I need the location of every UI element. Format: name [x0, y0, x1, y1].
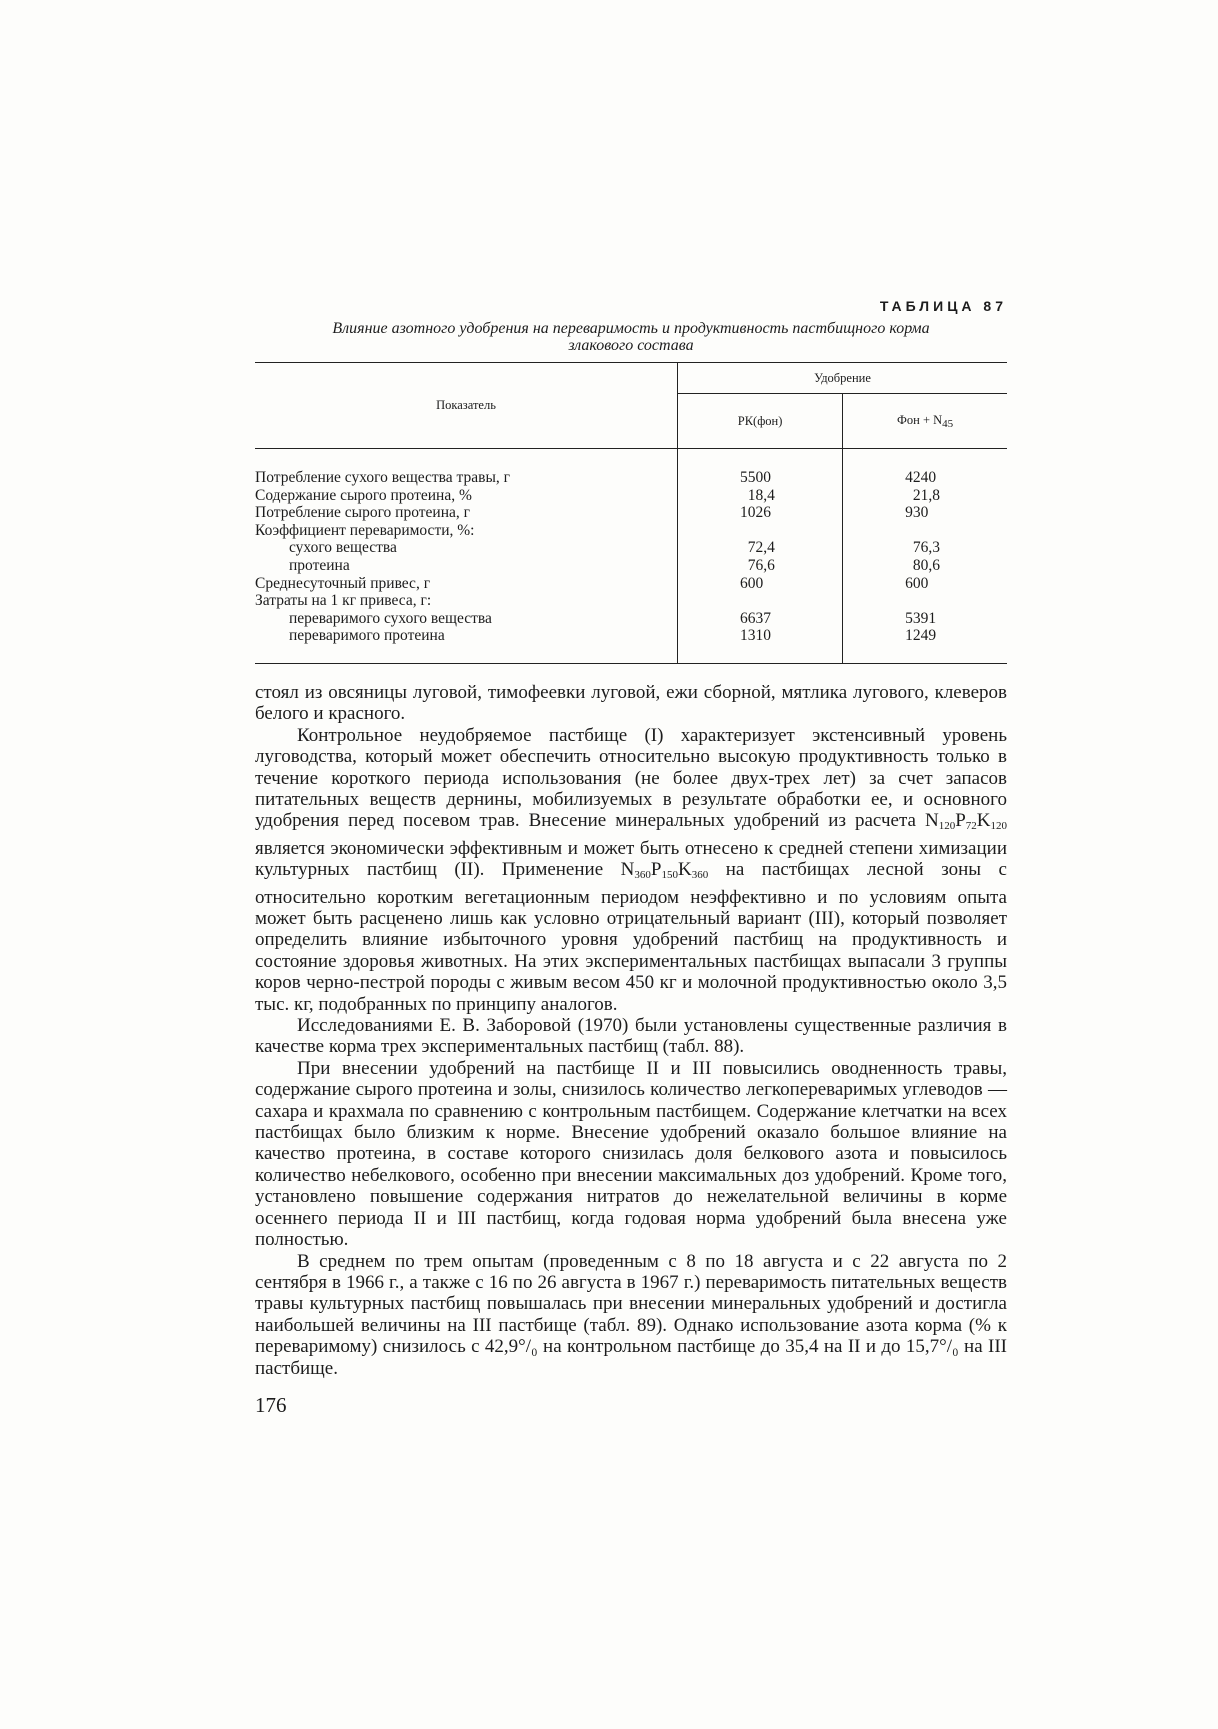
header-col2-main: Фон + N	[897, 412, 943, 427]
value-background-plus-n: 600	[905, 574, 929, 592]
paragraph-2: Контрольное неудобряемое пастбище (I) характеризует экстенсивный уровень луговодства, который может обеспечить относительно высокую продуктивность только в течение короткого периода использования (не более двух-трех лет) за счет запасов питательных веществ дернины, мобилизуемых в результате обработки ее, и основного удобрения перед посевом трав. Внесение минеральных удобрений из расчета $N_{120}P_{72}K_{120}$ является экономически эффективным и может быть отнесено к средней степени химизации культурных пастбищ (II). Применение $N_{360}P_{150}K_{360}$ на пастбищах лесной зоны с относительно коротким вегетационным периодом неэффективно и по условиям опыта может быть расценено лишь как условно отрицательный вариант (III), который позволяет определить влияние избыточного уровня удобрений пастбищ на продуктивность и состояние здоровья животных. На этих экспериментальных пастбищах выпасали 3 группы коров черно-пестрой породы с живым весом 450 кг и молочной продуктивностью около 3,5 тыс. кг, подобранных по принципу аналогов.	[255, 724, 1007, 1015]
value-pk-background: 72,4	[740, 539, 775, 557]
table-row	[255, 504, 1007, 522]
value-background-plus-n: 1249	[905, 627, 937, 645]
value-pk-background: 1310	[740, 627, 771, 645]
body-text	[255, 682, 1007, 1379]
paragraph-1: стоял из овсяницы луговой, тимофеевки луговой, ежи сборной, мятлика лугового, клеверов белого и красного.	[255, 681, 1007, 725]
value-pk-background: 1026	[740, 504, 771, 522]
row-label: Затраты на 1 кг привеса, г:	[255, 592, 432, 610]
table-caption-line-2: злакового состава	[568, 337, 694, 354]
table-row	[255, 487, 1007, 505]
header-pk-background: РК(фон)	[678, 394, 843, 449]
page-number: 176	[255, 1392, 287, 1417]
table-row	[255, 575, 1007, 593]
table-row	[255, 557, 1007, 575]
value-pk-background: 18,4	[740, 486, 775, 504]
row-label: Коэффициент переваримости, %:	[255, 521, 475, 539]
header-fertilizer-group: Удобрение	[678, 363, 1008, 394]
paragraph-3: Исследованиями Е. В. Заборовой (1970) были установлены существенные различия в качестве корма трех экспериментальных пастбищ (табл. 88).	[255, 1015, 1007, 1058]
table-body	[255, 449, 1007, 664]
row-label: переваримого сухого вещества	[289, 609, 492, 627]
table-row	[255, 539, 1007, 557]
row-label: Потребление сырого протеина, г	[255, 504, 471, 522]
row-label: протеина	[289, 556, 350, 574]
value-background-plus-n: 76,3	[905, 539, 941, 557]
paragraph-4: При внесении удобрений на пастбище II и III повысились оводненность травы, содержание сырого протеина и золы, снизилось количество легкопереваримых углеводов — сахара и крахмала по сравнению с контрольным пастбищем. Содержание клетчатки на всех пастбищах было близким к норме. Внесение удобрений оказало большое влияние на качество протеина, в составе которого снизилась доля белкового азота и повысилось количество небелкового, особенно при внесении максимальных доз удобрений. Кроме того, установлено повышение содержания нитратов до нежелательной величины в корме осеннего периода II и III пастбищ, когда годовая норма удобрений была внесена уже полностью.	[255, 1057, 1007, 1251]
value-pk-background: 5500	[740, 469, 771, 486]
table-row	[255, 522, 1007, 540]
value-background-plus-n: 930	[905, 504, 929, 522]
header-background-plus-n	[843, 394, 1007, 449]
table-caption	[255, 320, 1007, 354]
table-row	[255, 469, 1007, 487]
value-pk-background: 76,6	[740, 556, 775, 574]
table-row	[255, 627, 1007, 645]
value-background-plus-n: 5391	[905, 609, 937, 627]
value-pk-background: 6637	[740, 609, 771, 627]
row-label: переваримого протеина	[289, 627, 445, 645]
header-indicator: Показатель	[255, 363, 678, 449]
value-background-plus-n: 4240	[905, 469, 937, 486]
value-pk-background: 600	[740, 574, 764, 592]
table-caption-line-1: Влияние азотного удобрения на переваримость и продуктивность пастбищного корма	[332, 320, 930, 337]
value-background-plus-n: 80,6	[905, 556, 941, 574]
table-row	[255, 610, 1007, 628]
table-row	[255, 592, 1007, 610]
value-background-plus-n: 21,8	[905, 486, 941, 504]
row-label: Потребление сухого вещества травы, г	[255, 469, 510, 486]
row-label: Среднесуточный привес, г	[255, 574, 431, 592]
paragraph-5: В среднем по трем опытам (проведенным с 8 по 18 августа и с 22 августа по 2 сентября в 1966 г., а также с 16 по 26 августа в 1967 г.) переваримость питательных веществ травы культурных пастбищ повышалась при внесении минеральных удобрений и достигла наибольшей величины на III пастбище (табл. 89). Однако использование азота корма (% к переваримому) снизилось с 42,9°/₀ на контрольном пастбище до 35,4 на II и до 15,7°/₀ на III пастбище.	[255, 1250, 1007, 1379]
table-label: ТАБЛИЦА 87	[879, 298, 1007, 314]
header-col2-sub: 45	[942, 417, 954, 430]
page-content	[255, 298, 1007, 1418]
row-label: сухого вещества	[289, 539, 397, 557]
data-table	[255, 362, 1007, 664]
row-label: Содержание сырого протеина, %	[255, 486, 472, 504]
